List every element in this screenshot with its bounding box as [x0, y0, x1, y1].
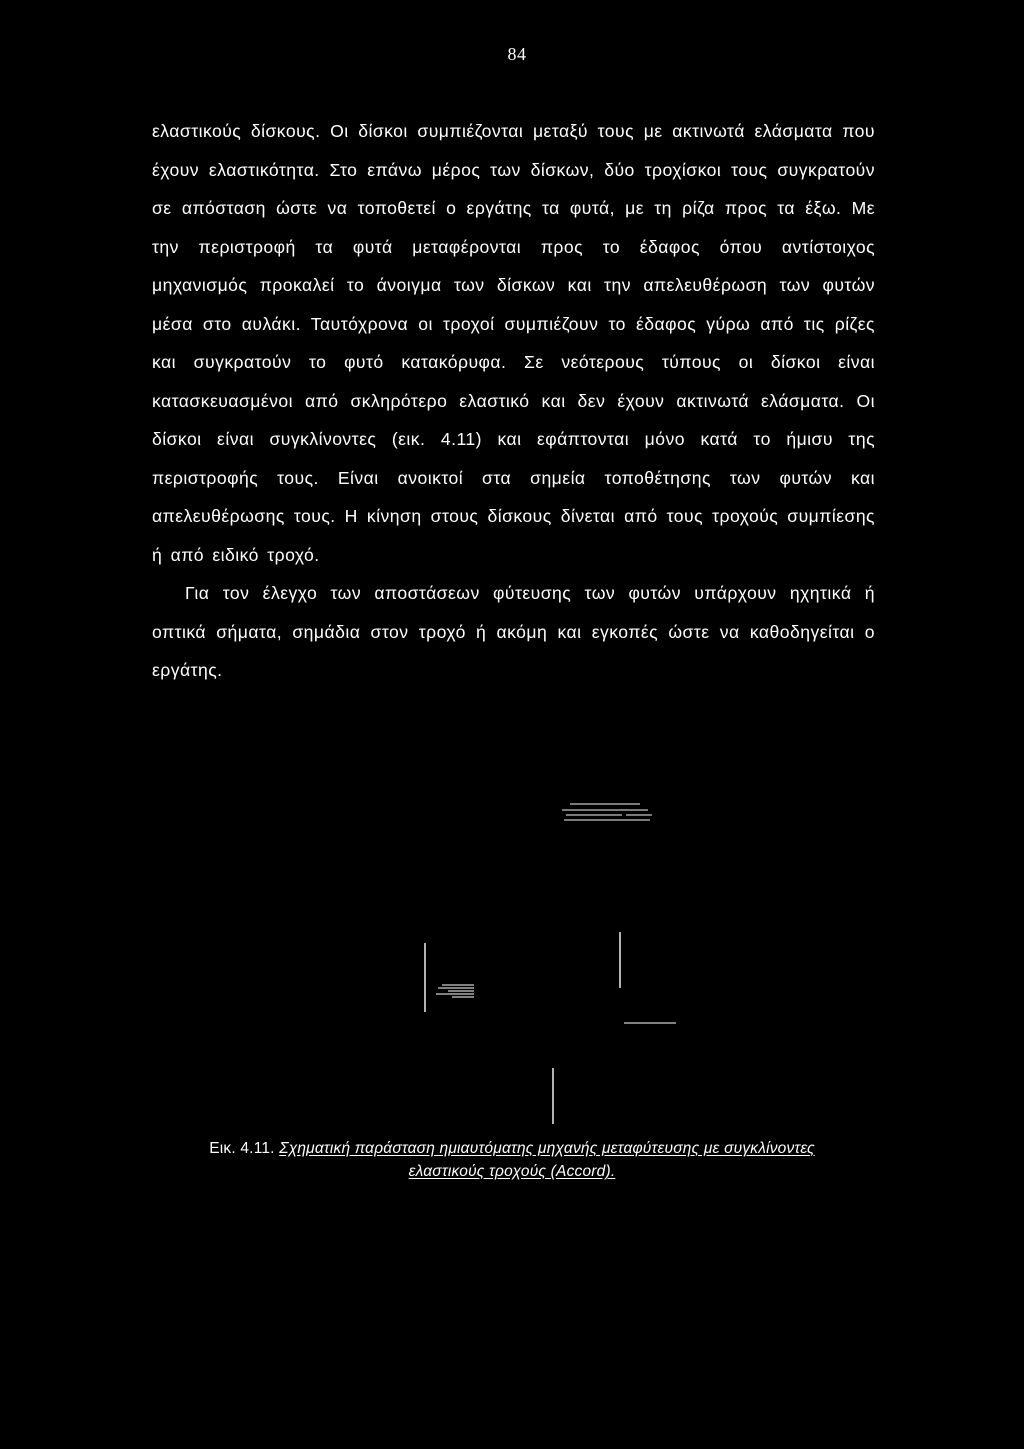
caption-line-1: Σχηματική παράσταση ημιαυτόματης μηχανής μεταφύτευσης με συγκλίνοντες [279, 1140, 815, 1157]
caption-line-2: ελαστικούς τροχούς (Accord). [408, 1163, 616, 1180]
figure-remnant-bottom [480, 925, 680, 1125]
caption-label: Εικ. 4.11. [209, 1140, 275, 1157]
paragraph-2: Για τον έλεγχο των αποστάσεων φύτευσης των φυτών υπάρχουν ηχητικά ή οπτικά σήματα, σημάδια στον τροχό ή ακόμη και εγκοπές ώστε να καθοδηγείται ο εργάτης. [152, 583, 875, 680]
body-text [152, 112, 875, 690]
page-number: 84 [507, 44, 527, 64]
figure-caption [0, 1137, 1024, 1183]
paragraph-1: ελαστικούς δίσκους. Οι δίσκοι συμπιέζονται μεταξύ τους με ακτινωτά ελάσματα που έχουν ελαστικότητα. Στο επάνω μέρος των δίσκων, δύο τροχίσκοι τους συγκρατούν σε απόσταση ώστε να τοποθετεί ο εργάτης τα φυτά, με τη ρίζα προς τα έξω. Με την περιστροφή τα φυτά μεταφέρονται προς το έδαφος όπου αντίστοιχος μηχανισμός προκαλεί το άνοιγμα των δίσκων και την απελευθέρωση των φυτών μέσα στο αυλάκι. Ταυτόχρονα οι τροχοί συμπιέζουν το έδαφος γύρω από τις ρίζες και συγκρατούν το φυτό κατακόρυφα. Σε νεότερους τύπους οι δίσκοι είναι κατασκευασμένοι από σκληρότερο ελαστικό και δεν έχουν ακτινωτά ελάσματα. Οι δίσκοι είναι συγκλίνοντες (εικ. 4.11) και εφάπτονται μόνο κατά το ήμισυ της περιστροφής τους. Είναι ανοικτοί στα σημεία τοποθέτησης των φυτών και απελευθέρωσης τους. Η κίνηση στους δίσκους δίνεται από τους τροχούς συμπίεσης ή από ειδικό τροχό. [152, 121, 875, 565]
figure-remnant-top [560, 780, 700, 860]
